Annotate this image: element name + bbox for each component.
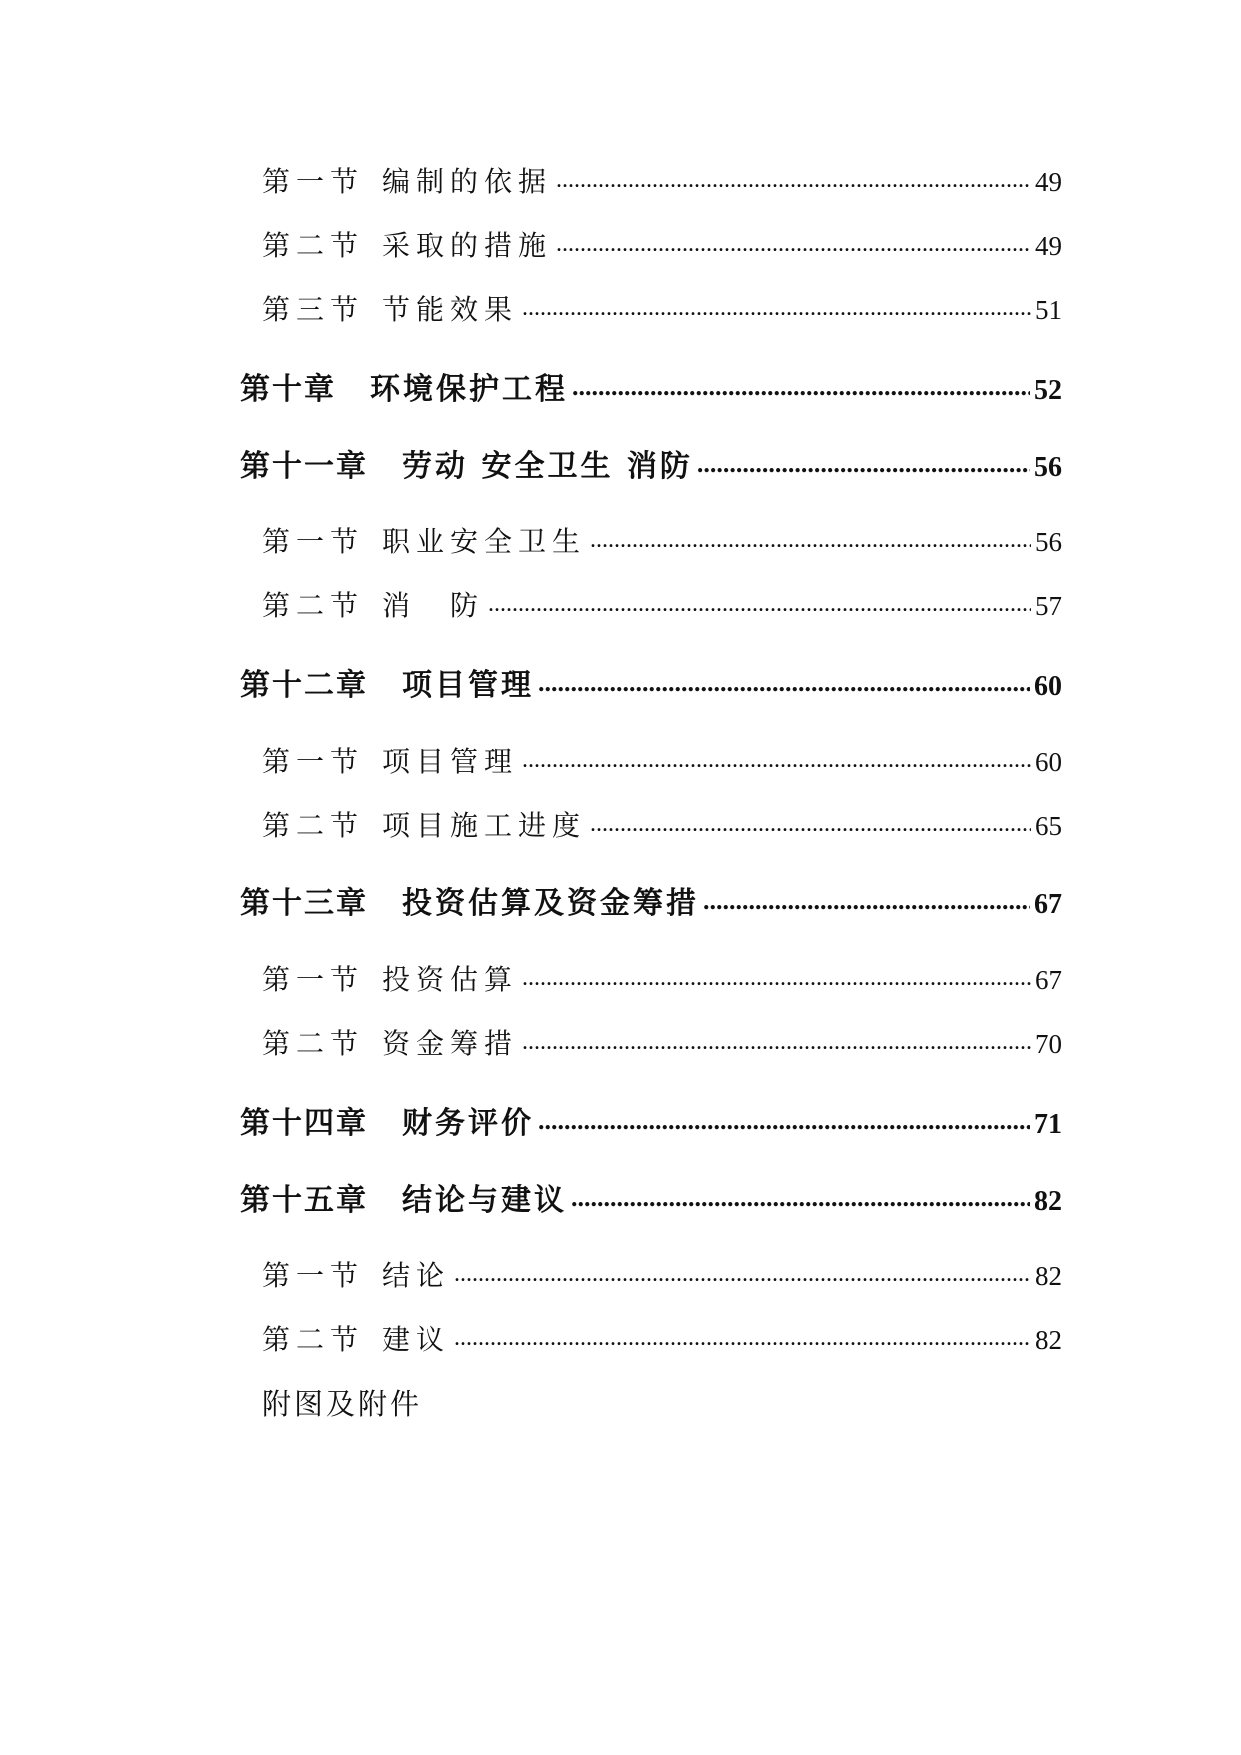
toc-entry-title: 资金筹措 — [382, 1027, 519, 1060]
toc-entry-title: 环境保护工程 — [370, 372, 568, 407]
toc-entry-page-number: 60 — [1035, 747, 1062, 777]
toc-entry-page-number: 82 — [1035, 1261, 1062, 1291]
toc-entry-title: 结论与建议 — [402, 1183, 567, 1218]
toc-entry-page-number: 56 — [1034, 452, 1062, 483]
dot-leader — [522, 958, 1031, 998]
toc-entry-chapter[interactable] — [240, 1098, 1062, 1142]
dot-leader — [454, 1254, 1031, 1294]
dot-leader — [556, 160, 1031, 200]
toc-entry-prefix: 第一节 — [262, 165, 365, 198]
toc-entry-title: 投资估算 — [382, 963, 519, 996]
toc-entry-prefix: 第一节 — [262, 525, 365, 558]
toc-entry-title: 结论 — [382, 1259, 451, 1292]
toc-entry-chapter[interactable] — [240, 1175, 1062, 1219]
toc-entry-prefix: 第一节 — [262, 1259, 365, 1292]
dot-leader — [522, 1022, 1031, 1062]
toc-entry-title: 项目管理 — [382, 745, 519, 778]
toc-entry-section[interactable] — [262, 160, 1062, 200]
toc-entry-page-number: 52 — [1034, 375, 1062, 406]
toc-entry-prefix: 第二节 — [262, 589, 365, 622]
dot-leader — [538, 1098, 1030, 1142]
dot-leader — [697, 441, 1030, 485]
toc-entry-page-number: 70 — [1035, 1029, 1062, 1059]
toc-entry-chapter[interactable] — [240, 441, 1062, 485]
toc-entry-title: 财务评价 — [402, 1106, 534, 1141]
toc-entry-page-number: 49 — [1035, 231, 1062, 261]
toc-entry-chapter[interactable] — [240, 364, 1062, 408]
toc-entry-page-number: 56 — [1035, 527, 1062, 557]
toc-entry-prefix: 第十五章 — [240, 1183, 368, 1218]
dot-leader — [538, 660, 1030, 704]
toc-entry-prefix: 第二节 — [262, 1027, 365, 1060]
toc-entry-section[interactable] — [262, 1318, 1062, 1358]
toc-entry-page-number: 82 — [1034, 1186, 1062, 1217]
toc-entry-chapter[interactable] — [240, 660, 1062, 704]
toc-entry-title: 消 防 — [382, 589, 485, 622]
appendix-title: 附图及附件 — [262, 1387, 423, 1421]
toc-entry-prefix: 第十二章 — [240, 668, 368, 703]
toc-entry-title: 职业安全卫生 — [382, 525, 587, 558]
toc-entry-title: 采取的措施 — [382, 229, 553, 262]
toc-entry-title: 项目施工进度 — [382, 809, 587, 842]
toc-entry-prefix: 第一节 — [262, 745, 365, 778]
toc-entry-page-number: 67 — [1035, 965, 1062, 995]
toc-entry-prefix: 第二节 — [262, 229, 365, 262]
toc-entry-title: 建议 — [382, 1323, 451, 1356]
toc-entry-prefix: 第二节 — [262, 1323, 365, 1356]
toc-entry-page-number: 71 — [1034, 1109, 1062, 1140]
toc-entry-section[interactable] — [262, 1254, 1062, 1294]
toc-entry-prefix: 第十四章 — [240, 1106, 368, 1141]
toc-entry-page-number: 67 — [1034, 889, 1062, 920]
toc-entry-section[interactable] — [262, 224, 1062, 264]
dot-leader — [572, 364, 1030, 408]
toc-entry-section[interactable] — [262, 740, 1062, 780]
dot-leader — [556, 224, 1031, 264]
toc-entry-appendix[interactable] — [262, 1382, 422, 1423]
toc-entry-page-number: 82 — [1035, 1325, 1062, 1355]
toc-entry-section[interactable] — [262, 520, 1062, 560]
dot-leader — [571, 1175, 1030, 1219]
toc-entry-page-number: 49 — [1035, 167, 1062, 197]
toc-entry-chapter[interactable] — [240, 878, 1062, 922]
dot-leader — [590, 804, 1031, 844]
toc-entry-page-number: 57 — [1035, 591, 1062, 621]
toc-entry-title: 项目管理 — [402, 668, 534, 703]
dot-leader — [590, 520, 1031, 560]
toc-entry-prefix: 第一节 — [262, 963, 365, 996]
toc-entry-page-number: 65 — [1035, 811, 1062, 841]
toc-entry-title: 劳动 安全卫生 消防 — [402, 449, 693, 484]
dot-leader — [488, 584, 1031, 624]
toc-entry-title: 投资估算及资金筹措 — [402, 886, 699, 921]
toc-entry-prefix: 第十章 — [240, 372, 336, 407]
dot-leader — [454, 1318, 1031, 1358]
toc-entry-section[interactable] — [262, 584, 1062, 624]
toc-entry-section[interactable] — [262, 288, 1062, 328]
toc-entry-section[interactable] — [262, 804, 1062, 844]
toc-entry-title: 节能效果 — [382, 293, 519, 326]
dot-leader — [522, 288, 1031, 328]
toc-entry-section[interactable] — [262, 958, 1062, 998]
toc-entry-title: 编制的依据 — [382, 165, 553, 198]
toc-entry-prefix: 第十一章 — [240, 449, 368, 484]
dot-leader — [522, 740, 1031, 780]
toc-entry-section[interactable] — [262, 1022, 1062, 1062]
toc-entry-prefix: 第二节 — [262, 809, 365, 842]
toc-entry-prefix: 第十三章 — [240, 886, 368, 921]
dot-leader — [703, 878, 1030, 922]
toc-entry-prefix: 第三节 — [262, 293, 365, 326]
toc-entry-page-number: 60 — [1034, 671, 1062, 702]
toc-entry-page-number: 51 — [1035, 295, 1062, 325]
